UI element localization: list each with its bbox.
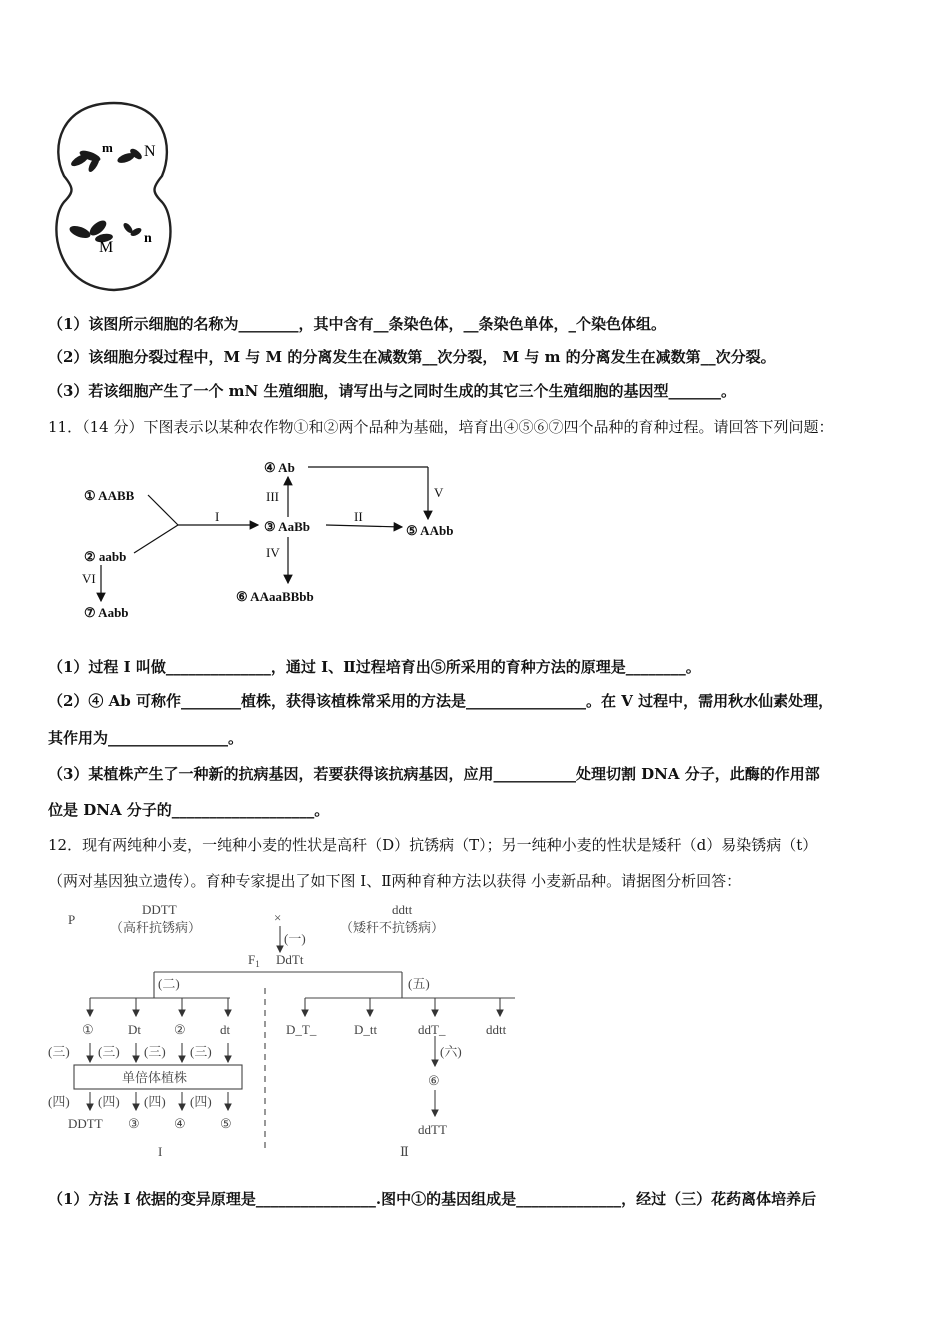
f1-genotype: DdTt xyxy=(276,952,304,967)
q12-line-1: 12．现有两纯种小麦，一纯种小麦的性状是高秆（D）抗锈病（T）；另一纯种小麦的性状是矮秆（d）易染锈病（t） xyxy=(48,836,818,854)
step-4-a: (四) xyxy=(48,1094,70,1109)
step-3-b: (三) xyxy=(98,1044,120,1059)
bottom-node-2: ③ xyxy=(128,1116,140,1131)
parent-tall: DDTT xyxy=(142,902,177,917)
right-node-2: D_tt xyxy=(354,1022,378,1037)
chromosome-N xyxy=(116,147,143,165)
right-node-4: ddtt xyxy=(486,1022,507,1037)
step-II: II xyxy=(354,509,363,524)
node-1: ① AABB xyxy=(84,488,135,503)
parent-dwarf-desc: （矮秆不抗锈病） xyxy=(340,920,445,935)
step-5: (五) xyxy=(408,976,430,991)
step-6: (六) xyxy=(440,1044,462,1059)
q10-line-2: （2）该细胞分裂过程中，M 与 M 的分离发生在减数第__次分裂， M 与 m 的分离发生在减数第__次分裂。 xyxy=(48,348,776,366)
cross-symbol: × xyxy=(274,910,282,925)
label-n: n xyxy=(144,231,152,246)
left-node-2: Dt xyxy=(128,1022,141,1037)
node-6: ⑥ AAaaBBbb xyxy=(236,589,314,604)
cell-division-figure xyxy=(44,98,184,298)
node-7: ⑦ Aabb xyxy=(84,605,129,620)
step-III: III xyxy=(266,489,279,504)
chromosome-n xyxy=(122,221,143,237)
q11-line-3: 其作用为________________。 xyxy=(48,729,244,747)
method-I: I xyxy=(158,1144,163,1159)
step-V: V xyxy=(434,485,444,500)
right-node-1: D_T_ xyxy=(286,1022,317,1037)
q11-line-2: （2）④ Ab 可称作________植株，获得该植株常采用的方法是________________。在 V 过程中，需用秋水仙素处理， xyxy=(48,692,834,710)
label-N: N xyxy=(144,143,156,160)
step-I: I xyxy=(215,509,220,524)
node-4: ④ Ab xyxy=(264,460,295,475)
q12-breeding-diagram xyxy=(40,898,560,1168)
step-3-d: (三) xyxy=(190,1044,212,1059)
q12-line-2: （两对基因独立遗传）。育种专家提出了如下图 I、Ⅱ两种育种方法以获得 小麦新品种。请据图分析回答： xyxy=(48,872,742,890)
step-VI: VI xyxy=(82,571,96,586)
method-II: Ⅱ xyxy=(400,1144,409,1159)
step-IV: IV xyxy=(266,545,280,560)
q10-line-3: （3）若该细胞产生了一个 mN 生殖细胞，请写出与之同时生成的其它三个生殖细胞的基因型_______。 xyxy=(48,382,736,400)
bottom-node-3: ④ xyxy=(174,1116,186,1131)
node-6: ⑥ xyxy=(428,1073,440,1088)
left-node-1: ① xyxy=(82,1022,94,1037)
q12-line-3: （1）方法 I 依据的变异原理是________________.图中①的基因组成是______________，经过（三）花药离体培养后 xyxy=(48,1190,817,1208)
q11-line-5: 位是 DNA 分子的___________________。 xyxy=(48,801,330,819)
step-1: (一) xyxy=(284,931,306,946)
left-node-4: dt xyxy=(220,1022,231,1037)
q11-line-4: （3）某植株产生了一种新的抗病基因，若要获得该抗病基因，应用___________处理切割 DNA 分子，此酶的作用部 xyxy=(48,765,820,783)
step-4-b: (四) xyxy=(98,1094,120,1109)
q10-line-1: （1）该图所示细胞的名称为________，其中含有__条染色体，__条染色单体，_个染色体组。 xyxy=(48,315,666,333)
final-ddTT: ddTT xyxy=(418,1122,447,1137)
step-4-d: (四) xyxy=(190,1094,212,1109)
step-2: (二) xyxy=(158,976,180,991)
bottom-node-1: DDTT xyxy=(68,1116,103,1131)
bottom-node-4: ⑤ xyxy=(220,1116,232,1131)
node-2: ② aabb xyxy=(84,549,127,564)
label-M: M xyxy=(99,239,114,256)
label-P: P xyxy=(68,912,76,927)
right-node-3: ddT_ xyxy=(418,1022,446,1037)
parent-dwarf: ddtt xyxy=(392,902,413,917)
f1-label: $F_1$ xyxy=(248,952,260,969)
chromosome-m xyxy=(69,148,101,173)
node-3: ③ AaBb xyxy=(264,519,310,534)
q11-line-1: （1）过程 I 叫做______________，通过 I、Ⅱ过程培育出⑤所采用的育种方法的原理是________。 xyxy=(48,658,701,676)
left-node-3: ② xyxy=(174,1022,186,1037)
step-4-c: (四) xyxy=(144,1094,166,1109)
q11-breeding-diagram xyxy=(70,455,490,625)
step-3-c: (三) xyxy=(144,1044,166,1059)
label-m: m xyxy=(102,140,113,155)
parent-tall-desc: （高秆抗锈病） xyxy=(110,920,202,935)
step-3-a: (三) xyxy=(48,1044,70,1059)
node-5: ⑤ AAbb xyxy=(406,523,454,538)
q11-title: 11．（14 分）下图表示以某种农作物①和②两个品种为基础，培育出④⑤⑥⑦四个品种的育种过程。请回答下列问题： xyxy=(48,418,834,436)
haploid-box: 单倍体植株 xyxy=(122,1070,188,1085)
